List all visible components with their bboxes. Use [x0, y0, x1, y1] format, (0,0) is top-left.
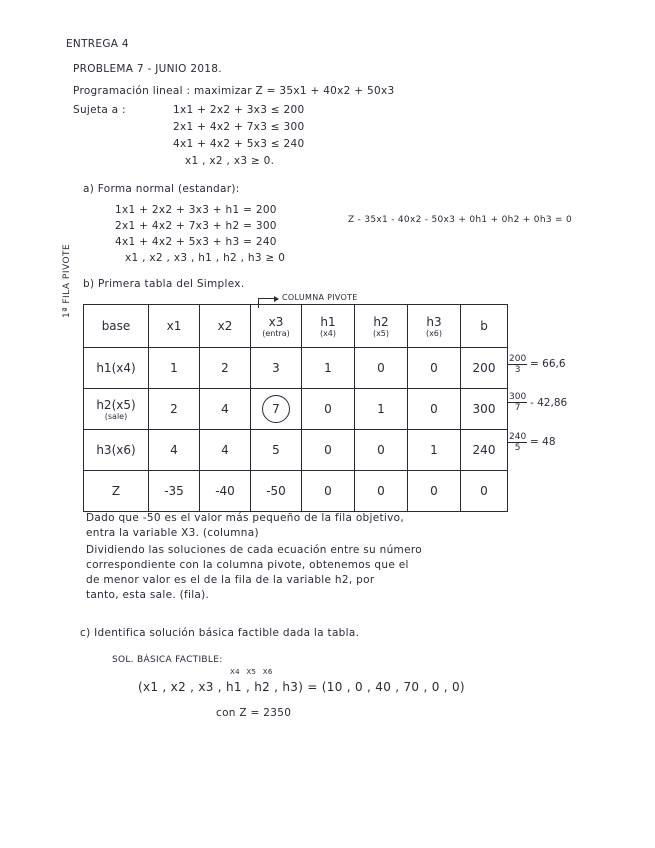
value-cell: 1 [302, 348, 355, 389]
value-cell: 5 [251, 430, 302, 471]
section-c-title: c) Identifica solución básica factible dada la tabla. [80, 627, 360, 639]
value-cell: 240 [461, 430, 508, 471]
value-cell: 3 [251, 348, 302, 389]
value-cell: 0 [461, 471, 508, 512]
std-eq-2: 2x1 + 4x2 + 7x3 + h2 = 300 [115, 220, 277, 232]
problema-title: PROBLEMA 7 - JUNIO 2018. [73, 63, 222, 75]
value-cell: 0 [408, 348, 461, 389]
header-cell: h1 (x4) [302, 305, 355, 348]
header-cell: h2 (x5) [355, 305, 408, 348]
value-cell: 1 [408, 430, 461, 471]
header-cell: x1 [149, 305, 200, 348]
value-cell: 0 [355, 430, 408, 471]
table-row [84, 348, 508, 389]
objective-function: Programación lineal : maximizar Z = 35x1 + 40x2 + 50x3 [73, 85, 395, 97]
std-eq-1: 1x1 + 2x2 + 3x3 + h1 = 200 [115, 204, 277, 216]
explanation-line: Dado que -50 es el valor más pequeño de la fila objetivo, [86, 512, 405, 524]
z-value: con Z = 2350 [216, 707, 292, 719]
basic-feasible-solution: (x1 , x2 , x3 , h1 , h2 , h3) = (10 , 0 , 40 , 70 , 0 , 0) [138, 680, 465, 694]
value-cell: 0 [355, 348, 408, 389]
value-cell: 0 [302, 389, 355, 430]
value-cell: 0 [302, 471, 355, 512]
explanation-line: de menor valor es el de la fila de la variable h2, por [86, 574, 375, 586]
section-b-title: b) Primera tabla del Simplex. [83, 278, 245, 290]
constraint-2: 2x1 + 4x2 + 7x3 ≤ 300 [173, 121, 305, 133]
value-cell: 4 [149, 430, 200, 471]
ratio-2-fraction: $\frac{300}{7}$ [509, 392, 527, 413]
simplex-table [83, 304, 508, 512]
base-cell: h1(x4) [84, 348, 149, 389]
value-cell: 2 [200, 348, 251, 389]
value-cell: 200 [461, 348, 508, 389]
base-cell: h3(x6) [84, 430, 149, 471]
value-cell: 0 [408, 471, 461, 512]
value-cell: 1 [355, 389, 408, 430]
nonnegativity: x1 , x2 , x3 ≥ 0. [185, 155, 275, 167]
pivot-column-arrow-icon [258, 298, 276, 299]
pivot-circle: 7 [262, 395, 290, 423]
value-cell: 4 [200, 430, 251, 471]
subject-label: Sujeta a : [73, 104, 126, 116]
table-header-row [84, 305, 508, 348]
header-cell: x3 (entra) [251, 305, 302, 348]
base-cell: Z [84, 471, 149, 512]
value-cell: 0 [408, 389, 461, 430]
value-cell: 1 [149, 348, 200, 389]
constraint-1: 1x1 + 2x2 + 3x3 ≤ 200 [173, 104, 305, 116]
header-cell: x2 [200, 305, 251, 348]
table-row [84, 389, 508, 430]
pivot-row-label: 1ª FILA PIVOTE [62, 243, 72, 318]
header-cell: h3 (x6) [408, 305, 461, 348]
ratio-3-fraction: $\frac{240}{5}$ [509, 432, 527, 453]
value-cell: 2 [149, 389, 200, 430]
value-cell: -35 [149, 471, 200, 512]
section-c-subtitle: SOL. BÁSICA FACTIBLE: [112, 655, 223, 665]
entrega-title: ENTREGA 4 [66, 38, 129, 50]
std-objective: Z - 35x1 - 40x2 - 50x3 + 0h1 + 0h2 + 0h3 = 0 [348, 215, 573, 225]
ratio-1-fraction: $\frac{200}{3}$ [509, 354, 527, 375]
explanation-line: Dividiendo las soluciones de cada ecuación entre su número [86, 544, 422, 556]
value-cell: 4 [200, 389, 251, 430]
base-cell: h2(x5) (sale) [84, 389, 149, 430]
header-cell: base [84, 305, 149, 348]
header-cell: b [461, 305, 508, 348]
constraint-3: 4x1 + 4x2 + 5x3 ≤ 240 [173, 138, 305, 150]
table-row-objective [84, 471, 508, 512]
explanation-line: entra la variable X3. (columna) [86, 527, 259, 539]
explanation-line: correspondiente con la columna pivote, obtenemos que el [86, 559, 409, 571]
std-nonneg: x1 , x2 , x3 , h1 , h2 , h3 ≥ 0 [125, 252, 286, 264]
table-row [84, 430, 508, 471]
value-cell: 0 [355, 471, 408, 512]
value-cell: -40 [200, 471, 251, 512]
ratio-2-result: - 42,86 [530, 397, 568, 409]
ratio-1-result: = 66,6̄ [530, 358, 566, 370]
value-cell: 0 [302, 430, 355, 471]
std-eq-3: 4x1 + 4x2 + 5x3 + h3 = 240 [115, 236, 277, 248]
solution-superscripts: X4 X5 X6 [230, 668, 273, 676]
explanation-line: tanto, esta sale. (fila). [86, 589, 210, 601]
value-cell: 300 [461, 389, 508, 430]
pivot-column-label: COLUMNA PIVOTE [282, 293, 358, 302]
pivot-cell [251, 389, 302, 430]
ratio-3-result: = 48 [530, 436, 556, 448]
section-a-title: a) Forma normal (estandar): [83, 183, 240, 195]
value-cell: -50 [251, 471, 302, 512]
